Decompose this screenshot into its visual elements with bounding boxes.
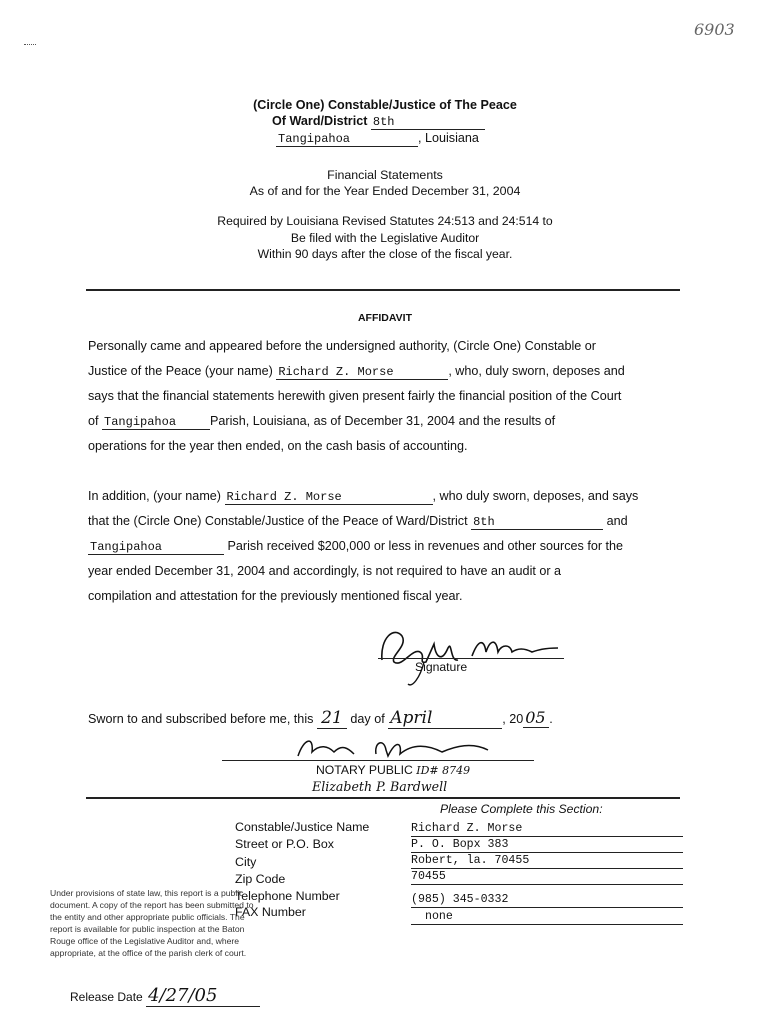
parish-value: Tangipahoa [276,132,418,147]
line-text: of [88,414,99,428]
line-text: Justice of the Peace (your name) [88,364,273,378]
affidavit-line-1: Personally came and appeared before the undersigned authority, (Circle One) Constable or [88,339,597,353]
notary-line [222,760,534,761]
parish-line [276,131,479,147]
fs-period: As of and for the Year Ended December 31, 2004 [249,184,521,198]
line-text: Sworn to and subscribed before me, this [88,712,314,726]
public-notice-line-1: Under provisions of state law, this report is a public [50,888,244,898]
public-notice-line-2: document. A copy of the report has been submitted to [50,900,254,910]
affidavit-line-6 [88,489,638,505]
line-text: year ended December 31, [88,564,234,578]
release-date-line [70,985,260,1007]
line-text: day of [350,712,385,726]
requirement-line-2: Be filed with the Legislative Auditor [290,231,480,245]
line-text: In addition, (your name) [88,489,222,503]
year-value: 2004 [237,564,266,578]
info-label-city: City [235,855,257,869]
stamp-number: 6903 [694,20,735,39]
public-notice-line-3: the entity and other appropriate public officials. The [50,912,245,922]
header-title: (Circle One) Constable/Justice of The Peace [253,98,517,112]
line-text: and the results of [458,414,556,428]
ward-field: 8th [471,515,603,530]
line-text: and [606,514,628,528]
signature-label: Signature [415,660,468,674]
line-text: , who, duly sworn, deposes and [448,364,625,378]
info-label-fax: FAX Number [235,905,306,919]
name-field: Richard Z. Morse [276,365,448,380]
line-text: , who duly sworn, deposes, and says [432,489,639,503]
scan-mark [24,44,36,47]
affidavit-line-5: operations for the year then ended, on the cash basis of accounting. [88,439,468,453]
day-field: 21 [317,708,347,729]
year-value: 2004 [427,414,456,428]
info-value-phone: (985) 345-0332 [411,893,683,908]
public-notice-line-4: report is available for public inspection at the Baton [50,924,245,934]
affidavit-line-4 [88,414,555,430]
month-field: April [388,708,502,729]
signature-scribble [372,618,572,690]
affidavit-line-10: compilation and attestation for the previously mentioned fiscal year. [88,589,463,603]
info-label-street: Street or P.O. Box [235,837,334,851]
name-field-2: Richard Z. Morse [225,490,433,505]
signature-line [378,658,564,659]
info-value-name: Richard Z. Morse [411,822,683,837]
affidavit-line-8 [88,539,623,555]
parish-field-2: Tangipahoa [88,540,224,555]
info-value-fax: none [411,910,683,925]
info-value-street: P. O. Bopx 383 [411,838,683,853]
notary-label-line [316,763,470,777]
sworn-line: Sworn to and subscribed before me, this 21 day of April , 20 05 . [88,708,553,728]
affidavit-title: AFFIDAVIT [357,312,413,324]
release-date-label: Release Date [70,990,143,1004]
info-value-city: Robert, la. 70455 [411,854,683,869]
notary-label: NOTARY PUBLIC [316,763,413,777]
top-divider [86,289,680,291]
state-label: , Louisiana [418,131,479,145]
info-label-zip: Zip Code [235,872,286,886]
public-notice-line-5: Rouge office of the Legislative Auditor and, where [50,936,240,946]
ward-line [272,114,485,130]
affidavit-line-2 [88,364,625,380]
affidavit-line-9 [88,564,561,578]
requirement-line-3: Within 90 days after the close of the fiscal year. [257,247,513,261]
line-text: , 20 [502,712,524,726]
parish-field: Tangipahoa [102,415,210,430]
affidavit-line-7 [88,514,628,530]
year-field: 05 [523,708,549,728]
line-text: Parish, Louisiana, as of December 31, [210,414,424,428]
line-text: that the (Circle One) Constable/Justice of the Peace of Ward/District [88,514,468,528]
public-notice-line-6: appropriate, at the office of the parish clerk of court. [50,948,247,958]
line-text: and accordingly, is not required to have an audit or a [268,564,562,578]
info-heading: Please Complete this Section: [440,802,603,816]
info-value-zip: 70455 [411,870,683,885]
fs-title: Financial Statements [327,168,443,182]
requirement-line-1: Required by Louisiana Revised Statutes 24:513 and 24:514 to [217,214,553,228]
notary-printed-name: Elizabeth P. Bardwell [312,779,448,794]
line-text: Parish received $200,000 or less in revenues and other sources for the [227,539,624,553]
ward-label: Of Ward/District [272,114,368,128]
release-date-value: 4/27/05 [146,985,260,1007]
info-label-phone: Telephone Number [235,889,340,903]
bottom-divider [86,797,680,799]
ward-value: 8th [371,115,485,130]
affidavit-line-3: says that the financial statements herewith given present fairly the financial position of the Court [88,389,622,403]
info-label-name: Constable/Justice Name [235,820,370,834]
notary-id: ID# 8749 [416,764,471,777]
